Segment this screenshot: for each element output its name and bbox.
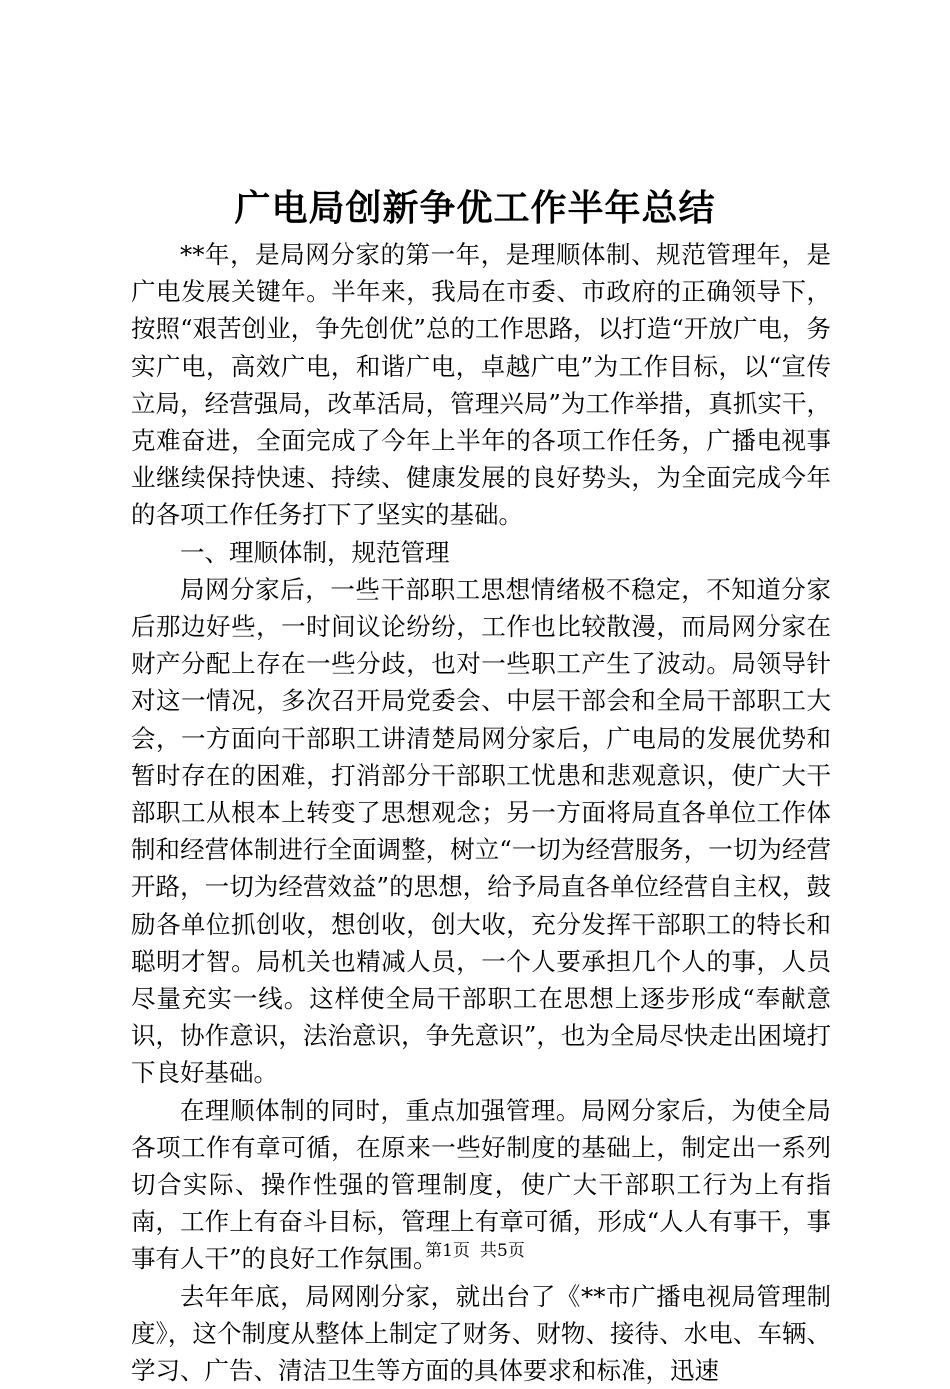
page-total: 共5页 (480, 1241, 525, 1261)
paragraph-intro: **年，是局网分家的第一年，是理顺体制、规范管理年，是广电发展关键年。半年来，我局在市委、市政府的正确领导下，按照“艰苦创业，争先创优”总的工作思路，以打造“开放广电，务实广电，高效广电，和谐广电，卓越广电”为工作目标，以“宣传立局，经营强局，改革活局，管理兴局”为工作举措，真抓实干，克难奋进，全面完成了今年上半年的各项工作任务，广播电视事业继续保持快速、持续、健康发展的良好势头，为全面完成今年的各项工作任务打下了坚实的基础。 (131, 240, 831, 530)
paragraph-section1-c: 去年年底，局网刚分家，就出台了《**市广播电视局管理制度》，这个制度从整体上制定了财务、财物、接待、水电、车辆、学习、广告、清洁卫生等方面的具体要求和标准，迅速 (131, 1281, 831, 1386)
paragraph-section1-b: 在理顺体制的同时，重点加强管理。局网分家后，为使全局各项工作有章可循，在原来一些好制度的基础上，制定出一系列切合实际、操作性强的管理制度，使广大干部职工行为上有指南，工作上有奋斗目标，管理上有章可循，形成“人人有事干，事事有人干”的良好工作氛围。 (131, 1095, 831, 1274)
section-heading-1: 一、理顺体制，规范管理 (180, 537, 450, 567)
paragraph-section1-a: 局网分家后，一些干部职工思想情绪极不稳定，不知道分家后那边好些，一时间议论纷纷，工作也比较散漫，而局网分家在财产分配上存在一些分歧，也对一些职工产生了波动。局领导针对这一情况，多次召开局党委会、中层干部会和全局干部职工大会，一方面向干部职工讲清楚局网分家后，广电局的发展优势和暂时存在的困难，打消部分干部职工忧患和悲观意识，使广大干部职工从根本上转变了思想观念；另一方面将局直各单位工作体制和经营体制进行全面调整，树立“一切为经营服务，一切为经营开路，一切为经营效益”的思想，给予局直各单位经营自主权，鼓励各单位抓创收，想创收，创大收，充分发挥干部职工的特长和聪明才智。局机关也精减人员，一个人要承担几个人的事，人员尽量充实一线。这样使全局干部职工在思想上逐步形成“奉献意识，协作意识，法治意识，争先意识”，也为全局尽快走出困境打下良好基础。 (131, 574, 831, 1088)
page-number: 第1页 (425, 1241, 470, 1261)
document-body (131, 236, 831, 1389)
page-footer (0, 1240, 950, 1262)
document-title: 广电局创新争优工作半年总结 (234, 187, 716, 229)
